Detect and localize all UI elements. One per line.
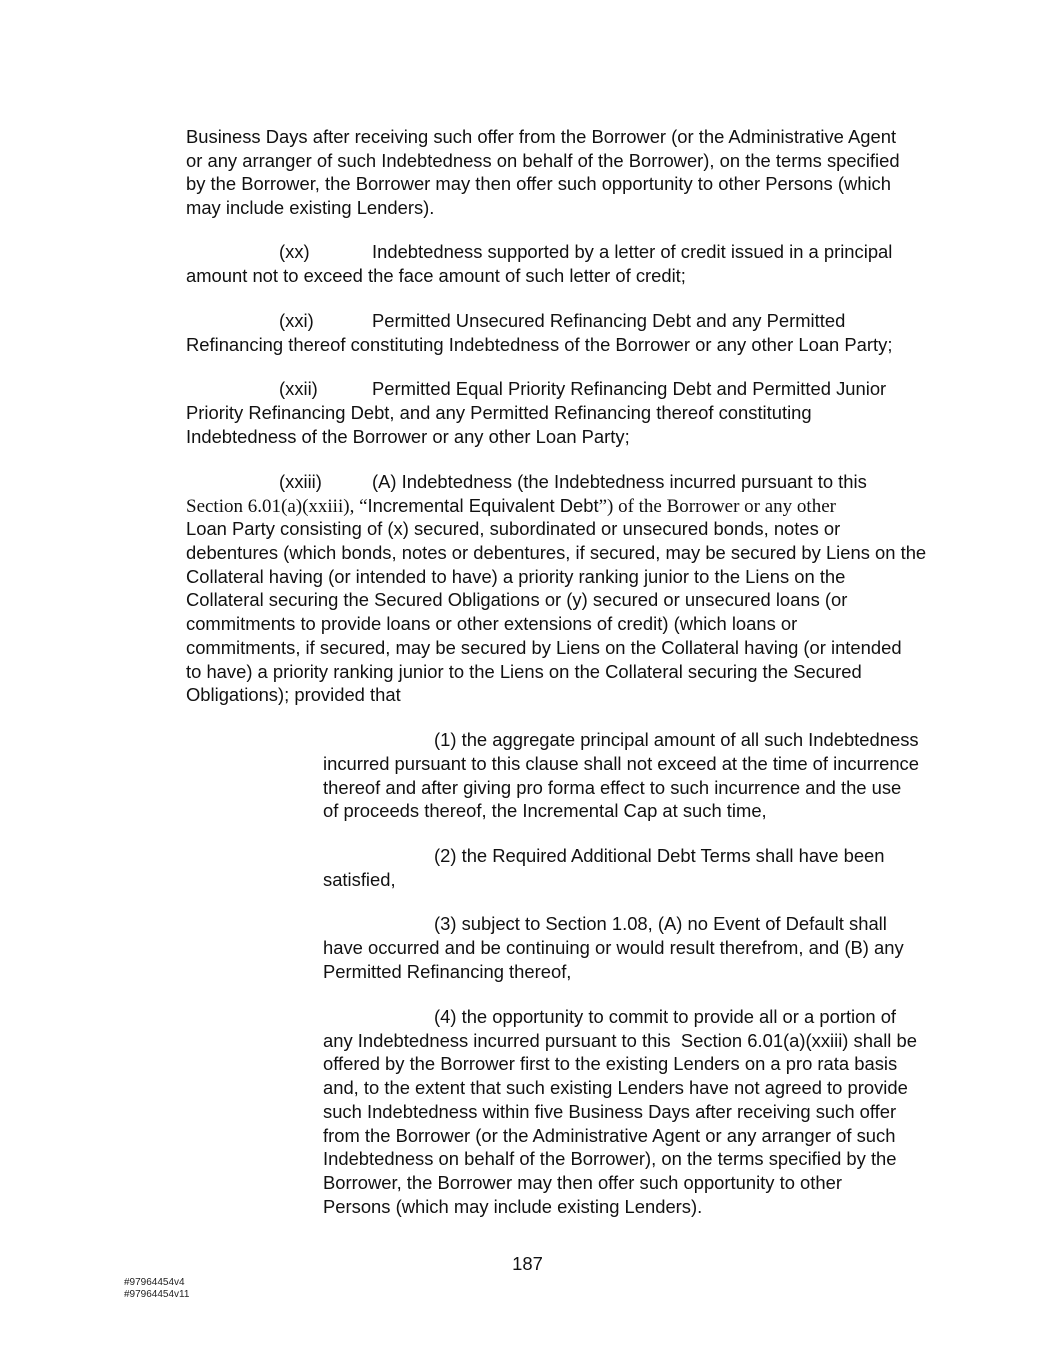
proviso-line: such Indebtedness within five Business Days after receiving such offer	[323, 1101, 897, 1122]
clause-number: (xxi)	[279, 310, 314, 331]
proviso-line: thereof and after giving pro forma effect to such incurrence and the use	[323, 777, 902, 798]
clause-line: Collateral securing the Secured Obligations or (y) secured or unsecured loans (or	[186, 589, 848, 610]
proviso-line: incurred pursuant to this clause shall not exceed at the time of incurrence	[323, 753, 919, 774]
proviso-line: Borrower, the Borrower may then offer such opportunity to other	[323, 1172, 842, 1193]
clause-line: Loan Party consisting of (x) secured, subordinated or unsecured bonds, notes or	[186, 518, 841, 539]
clause-line: Refinancing thereof constituting Indebtedness of the Borrower or any other Loan Party;	[186, 334, 893, 355]
clause-line-defined-term	[186, 494, 836, 518]
clause-number: (xx)	[279, 241, 310, 262]
clause-line: Obligations); provided that	[186, 684, 401, 705]
proviso-line: Permitted Refinancing thereof,	[323, 961, 572, 982]
clause-number: (xxiii)	[279, 471, 322, 492]
proviso-line: and, to the extent that such existing Lenders have not agreed to provide	[323, 1077, 908, 1098]
clause-line: Indebtedness of the Borrower or any other Loan Party;	[186, 426, 630, 447]
clause-line: to have) a priority ranking junior to the Liens on the Collateral securing the Secured	[186, 661, 862, 682]
proviso-line: of proceeds thereof, the Incremental Cap at such time,	[323, 800, 767, 821]
clause-line: amount not to exceed the face amount of such letter of credit;	[186, 265, 686, 286]
intro-line: or any arranger of such Indebtedness on behalf of the Borrower), on the terms specified	[186, 150, 900, 171]
proviso-line: have occurred and be continuing or would result therefrom, and (B) any	[323, 937, 904, 958]
clause-line: debentures (which bonds, notes or debentures, if secured, may be secured by Liens on the	[186, 542, 927, 563]
proviso-line: Indebtedness on behalf of the Borrower), on the terms specified by the	[323, 1148, 897, 1169]
clause-number: (xxii)	[279, 378, 318, 399]
clause-line: (A) Indebtedness (the Indebtedness incurred pursuant to this	[372, 471, 867, 492]
proviso-line: (2) the Required Additional Debt Terms shall have been	[434, 845, 885, 866]
proviso-line: (3) subject to Section 1.08, (A) no Event of Default shall	[434, 913, 887, 934]
proviso-line: Persons (which may include existing Lenders).	[323, 1196, 703, 1217]
clause-line: commitments to provide loans or other extensions of credit) (which loans or	[186, 613, 798, 634]
proviso-line: satisfied,	[323, 869, 396, 890]
clause-line: Indebtedness supported by a letter of credit issued in a principal	[372, 241, 893, 262]
proviso-line: (4) the opportunity to commit to provide all or a portion of	[434, 1006, 897, 1027]
intro-line: by the Borrower, the Borrower may then offer such opportunity to other Persons (which	[186, 173, 891, 194]
intro-line: Business Days after receiving such offer from the Borrower (or the Administrative Agent	[186, 126, 897, 147]
proviso-line: any Indebtedness incurred pursuant to this Section 6.01(a)(xxiii) shall be	[323, 1030, 917, 1051]
clause-line: commitments, if secured, may be secured by Liens on the Collateral having (or intended	[186, 637, 902, 658]
clause-line: Collateral having (or intended to have) a priority ranking junior to the Liens on the	[186, 566, 846, 587]
clause-text: ”) of the Borrower or any other	[598, 496, 836, 517]
defined-term: Incremental Equivalent Debt	[367, 495, 599, 516]
intro-line: may include existing Lenders).	[186, 197, 435, 218]
section-reference: Section 6.01(a)(xxiii), “	[186, 496, 368, 517]
clause-line: Permitted Equal Priority Refinancing Debt and Permitted Junior	[372, 378, 887, 399]
proviso-line: offered by the Borrower first to the existing Lenders on a pro rata basis	[323, 1053, 898, 1074]
proviso-line: (1) the aggregate principal amount of all such Indebtedness	[434, 729, 919, 750]
clause-line: Permitted Unsecured Refinancing Debt and any Permitted	[372, 310, 846, 331]
page-number: 187	[512, 1253, 543, 1274]
proviso-line: from the Borrower (or the Administrative Agent or any arranger of such	[323, 1125, 896, 1146]
document-id: #97964454v4	[124, 1277, 185, 1288]
clause-line: Priority Refinancing Debt, and any Permitted Refinancing thereof constituting	[186, 402, 812, 423]
document-id: #97964454v11	[124, 1289, 190, 1300]
